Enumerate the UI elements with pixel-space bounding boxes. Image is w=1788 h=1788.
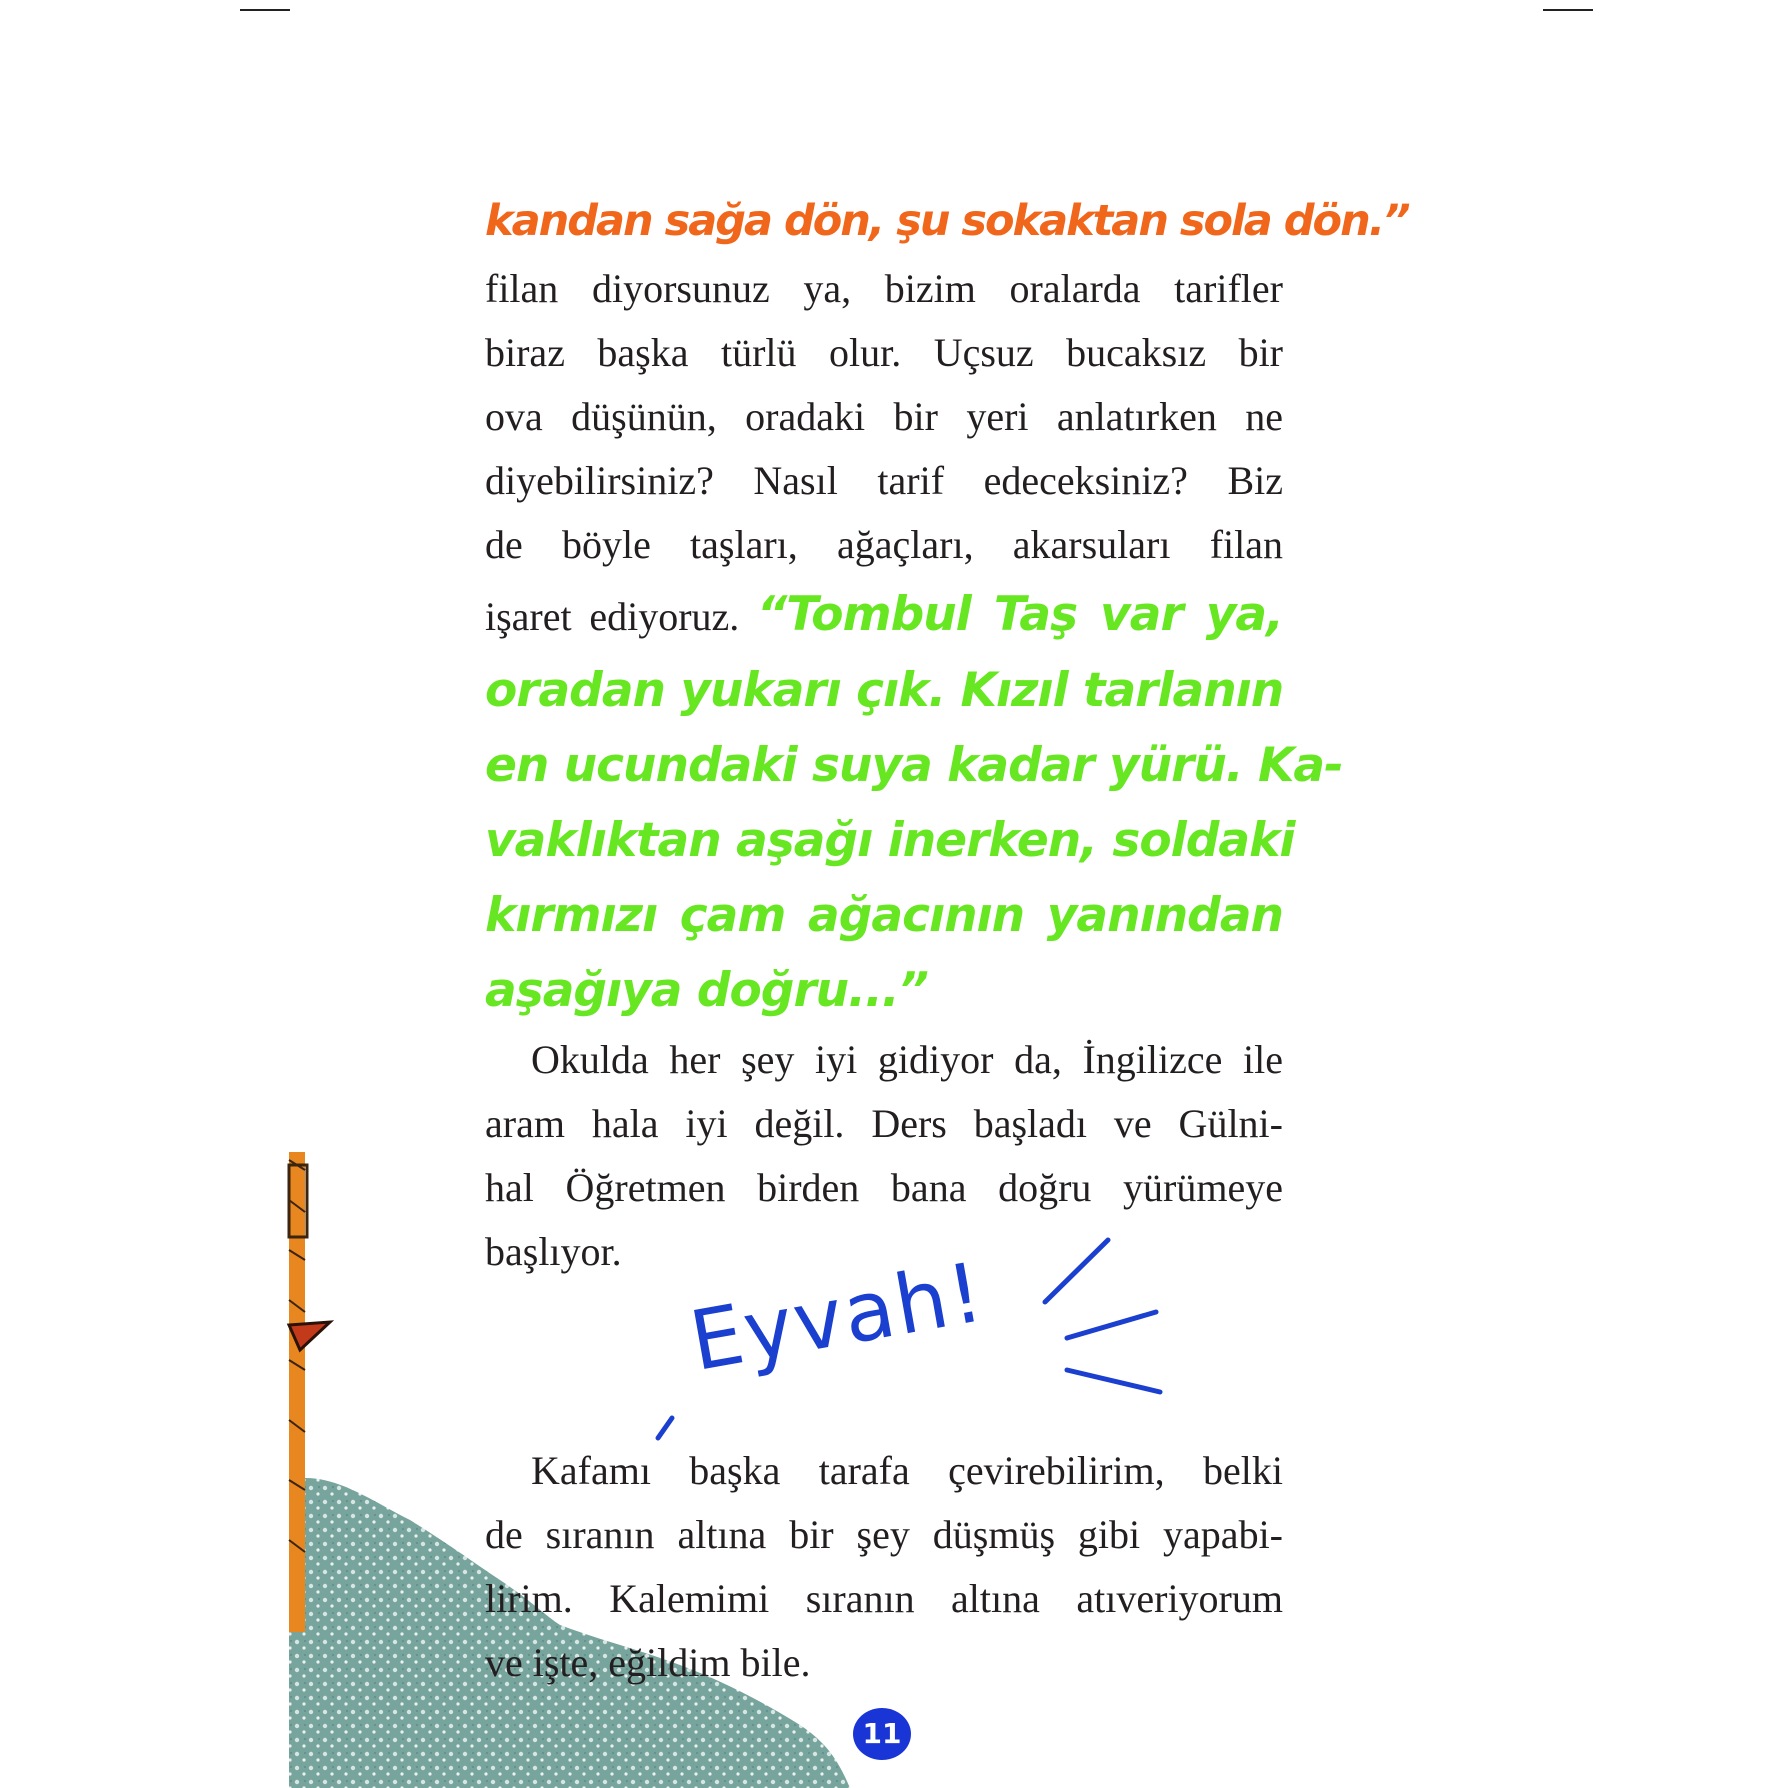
green-quote-start: “Tombul Taş var ya, <box>757 587 1283 642</box>
text-plain: işaret ediyoruz. <box>485 594 758 639</box>
text-line: Okulda her şey iyi gidiyor da, İngilizce ile <box>531 1037 1283 1082</box>
text-line: biraz başka türlü olur. Uçsuz bucaksız bir <box>485 330 1283 375</box>
text-line-mixed <box>485 577 1283 653</box>
text-line: hal Öğretmen birden bana doğru yürümeye <box>485 1165 1283 1210</box>
page-text <box>485 185 1409 1695</box>
paragraph-2 <box>485 1028 1283 1284</box>
text-line: ve işte, eğildim bile. <box>485 1640 811 1685</box>
text-line: de sıranın altına bir şey düşmüş gibi yapabi- <box>485 1512 1283 1557</box>
green-line: aşağıya doğru...” <box>485 963 928 1018</box>
text-line: de böyle taşları, ağaçları, akarsuları filan <box>485 522 1283 567</box>
orange-direction-line: kandan sağa dön, şu sokaktan sola dön.” <box>485 196 1409 246</box>
text-line: başlıyor. <box>485 1229 622 1274</box>
green-line: vaklıktan aşağı inerken, soldaki <box>485 813 1295 868</box>
page-number: 11 <box>853 1708 911 1760</box>
text-line: filan diyorsunuz ya, bizim oralarda tarifler <box>485 266 1283 311</box>
green-line: en ucundaki suya kadar yürü. Ka- <box>485 738 1343 793</box>
green-quote <box>485 653 1343 1028</box>
green-line: kırmızı çam ağacının yanından <box>485 888 1283 943</box>
paragraph-1 <box>485 257 1283 653</box>
text-line: diyebilirsiniz? Nasıl tarif edeceksiniz? Biz <box>485 458 1283 503</box>
text-line: aram hala iyi değil. Ders başladı ve Gülni- <box>485 1101 1283 1146</box>
wooden-post <box>289 1152 305 1632</box>
text-line: Kafamı başka tarafa çevirebilirim, belki <box>531 1448 1283 1493</box>
text-line: lirim. Kalemimi sıranın altına atıveriyorum <box>485 1576 1283 1621</box>
paragraph-3 <box>485 1439 1283 1695</box>
exclamation-eyvah: Eyvah! <box>683 1245 992 1390</box>
text-line: ova düşünün, oradaki bir yeri anlatırken ne <box>485 394 1283 439</box>
green-line: oradan yukarı çık. Kızıl tarlanın <box>485 663 1284 718</box>
